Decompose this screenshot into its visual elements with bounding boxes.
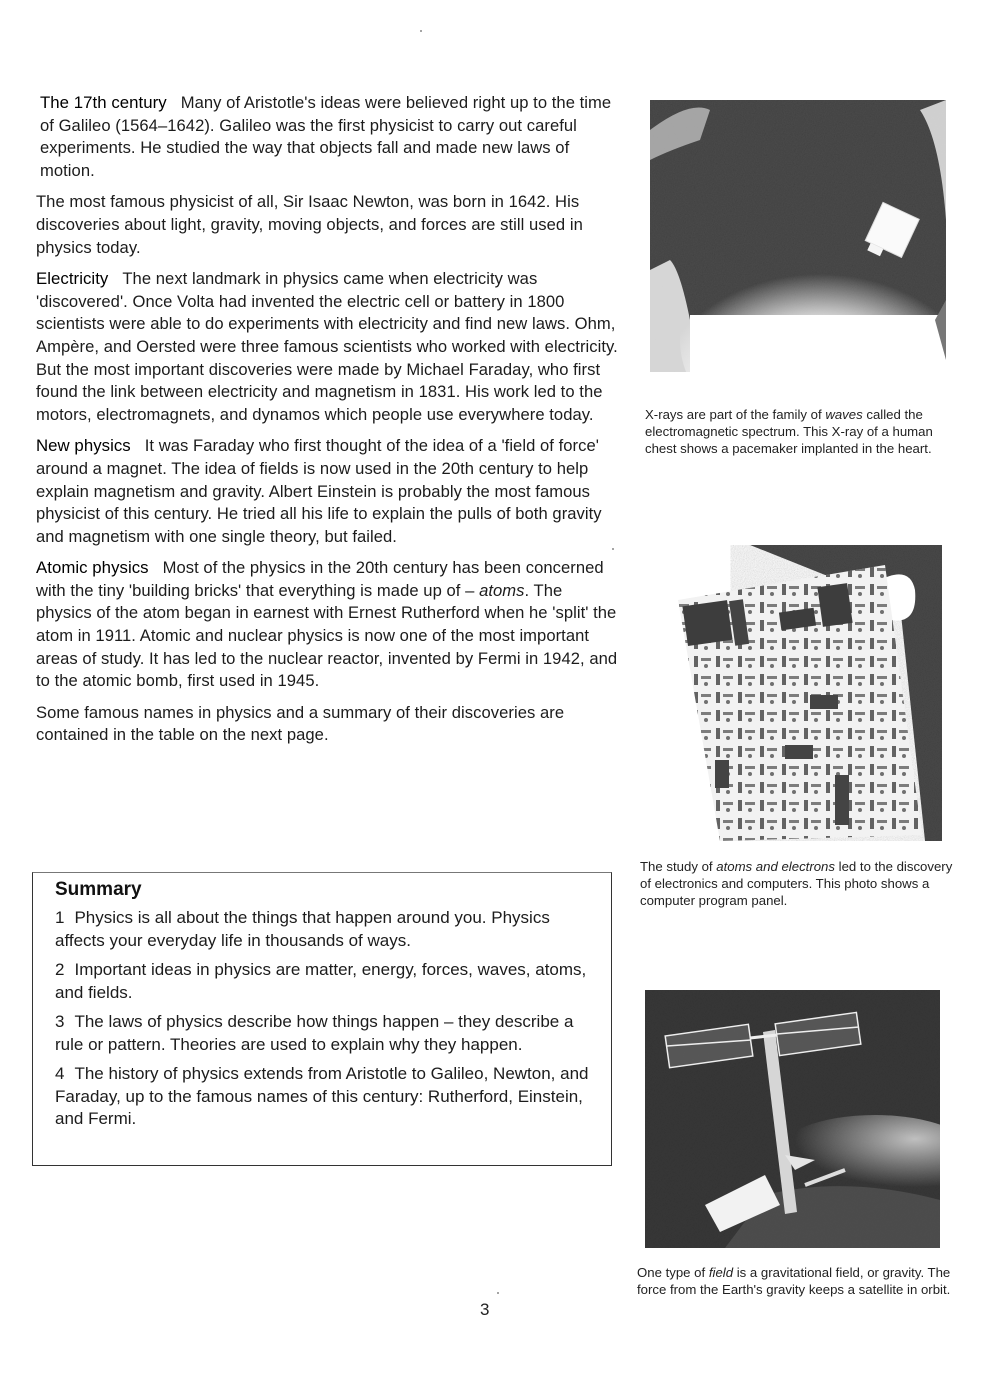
summary-item-text: The history of physics extends from Aristotle to Galileo, Newton, and Faraday, up to the famous names of this century: Rutherford, Einstein, and Fermi. <box>55 1064 589 1128</box>
summary-item <box>55 1011 589 1056</box>
section-text: Most of the physics in the 20th century has been concerned with the tiny 'building bricks' that everything is made up of – <box>36 558 604 600</box>
scan-speck <box>420 30 422 32</box>
satellite-image <box>645 990 940 1248</box>
section-text: . The physics of the atom began in earnest with Ernest Rutherford when he 'split' the atom in 1911. Atomic and nuclear physics is now one of the most important areas of study. It has led to the nuclear reactor, invented by Fermi in 1942, and to the atomic bomb, first used in 1945. <box>36 580 618 691</box>
circuit-board-image <box>670 545 942 841</box>
section-table-reference <box>36 702 621 747</box>
summary-item <box>55 1063 589 1131</box>
circuit-board-photo <box>670 545 942 841</box>
summary-item-text: Important ideas in physics are matter, energy, forces, waves, atoms, and fields. <box>55 960 587 1002</box>
section-text: The next landmark in physics came when electricity was 'discovered'. Once Volta had invented the electric cell or battery in 1800 scientists were able to do experiments with electricity and find new laws. Ohm, Ampère, and Oersted were three famous scientists who worked with electricity. But the most important discoveries were made by Michael Faraday, who first found the link between electricity and magnetism in 1831. His work led to the motors, electromagnets, and dynamos which people use everywhere today. <box>36 269 618 424</box>
satellite-caption <box>637 1264 957 1298</box>
caption-text: called the electromagnetic spectrum. This X-ray of a human chest shows a pacemaker implanted in the heart. <box>645 407 933 457</box>
summary-item-number: 2 <box>55 960 65 979</box>
caption-emphasis: field <box>708 1265 734 1280</box>
caption-text: is a gravitational field, or gravity. The force from the Earth's gravity keeps a satellite in orbit. <box>637 1265 951 1298</box>
caption-text: The study of <box>640 859 717 874</box>
section-heading: Electricity <box>36 269 109 289</box>
xray-caption <box>645 406 955 458</box>
section-new-physics <box>36 435 621 548</box>
scan-speck <box>497 1292 499 1294</box>
summary-item-number: 3 <box>55 1012 65 1031</box>
scan-speck <box>612 548 614 550</box>
section-text: It was Faraday who first thought of the idea of a 'field of force' around a magnet. The idea of fields is now used in the 20th century to help explain magnetism and gravity. Albert Einstein is probably the most famous physicist of this century. He tried all his life to explain the pulls of both gravity and magnetism with one single theory, but failed. <box>36 436 602 546</box>
caption-text: led to the discovery of electronics and computers. This photo shows a computer program panel. <box>640 859 953 909</box>
section-text: Many of Aristotle's ideas were believed right up to the time of Galileo (1564–1642). Galileo was the first physicist to carry out careful experiments. He studied the way that objects fall and made new laws of motion. <box>40 93 612 180</box>
section-heading: The 17th century <box>40 93 167 112</box>
section-heading: Atomic physics <box>36 558 149 578</box>
satellite-orbit-photo <box>645 990 940 1248</box>
summary-item-text: The laws of physics describe how things happen – they describe a rule or pattern. Theories are used to explain why they happen. <box>55 1012 574 1054</box>
caption-emphasis: waves <box>825 407 863 422</box>
caption-text: One type of <box>637 1265 709 1280</box>
page-number: 3 <box>480 1300 490 1319</box>
section-atomic-physics <box>36 557 621 693</box>
section-text: Some famous names in physics and a summary of their discoveries are contained in the table on the next page. <box>36 702 565 745</box>
summary-item-text: Physics is all about the things that happen around you. Physics affects your everyday life in thousands of ways. <box>55 908 550 950</box>
section-17th-century <box>40 92 621 182</box>
summary-item-number: 1 <box>55 908 65 927</box>
summary-item-number: 4 <box>55 1064 65 1083</box>
circuit-caption <box>640 858 960 910</box>
summary-item <box>55 907 589 952</box>
summary-title: Summary <box>55 879 142 900</box>
section-newton <box>36 191 621 259</box>
main-text-column <box>36 92 621 756</box>
section-electricity <box>36 268 621 426</box>
summary-item <box>55 959 589 1004</box>
caption-emphasis: atoms and electrons <box>716 859 835 874</box>
summary-box <box>32 872 612 1166</box>
section-text: The most famous physicist of all, Sir Isaac Newton, was born in 1642. His discoveries about light, gravity, moving objects, and forces are still used in physics today. <box>36 192 583 257</box>
chest-xray-image <box>650 100 946 372</box>
section-heading: New physics <box>36 436 131 456</box>
chest-xray-photo <box>650 100 946 372</box>
caption-text: X-rays are part of the family of <box>645 407 826 422</box>
emphasis-atoms: atoms <box>479 580 525 600</box>
